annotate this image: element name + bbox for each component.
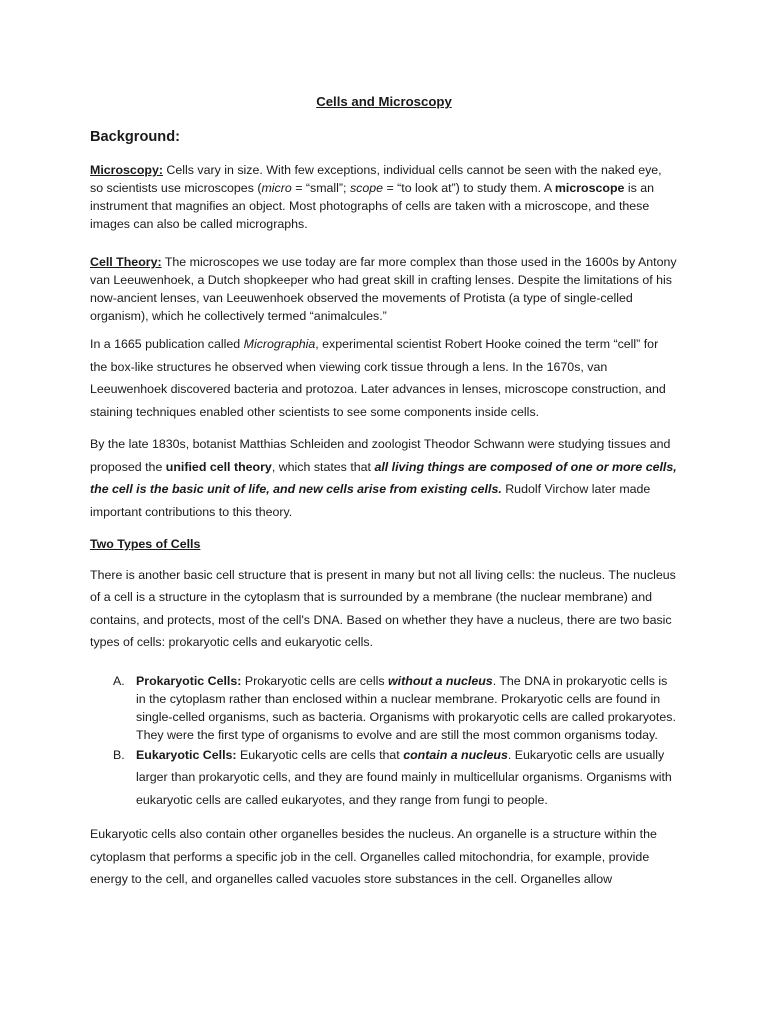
cell-theory-label: Cell Theory: — [90, 255, 162, 269]
eukaryotic-label: Eukaryotic Cells: — [136, 747, 237, 762]
microscope-term: microscope — [554, 181, 625, 195]
organelles-paragraph: Eukaryotic cells also contain other organelles besides the nucleus. An organelle is a structure within the cytoplasm that performs a specific job in the cell. Organelles called mitochondria, for example, provide energy to the cell, and organelles called vacuoles store substances in the cell. Organelles allow — [90, 827, 657, 886]
list-item-prokaryotic — [90, 672, 678, 744]
background-heading: Background: — [90, 129, 180, 145]
micro-term: micro — [261, 181, 292, 195]
microscopy-text-4: is an instrument that magnifies an object. Most photographs of cells are taken with a microscope, and these images can also be called micrographs. — [90, 181, 655, 231]
prokaryotic-emphasis: without a nucleus — [388, 673, 493, 688]
hooke-paragraph — [90, 333, 678, 423]
cell-theory-statement: all living things are composed of one or more cells, the cell is the basic unit of life, and new cells arise from existing cells. — [90, 459, 677, 496]
prokaryotic-label: Prokaryotic Cells: — [136, 673, 242, 688]
prokaryotic-text-1: Prokaryotic cells are cells — [241, 673, 389, 688]
eukaryotic-emphasis: contain a nucleus — [403, 747, 508, 762]
cell-types-list — [90, 672, 678, 812]
page-title: Cells and Microscopy — [316, 94, 452, 109]
schleiden-text-1: By the late 1830s, botanist Matthias Schleiden and zoologist Theodor Schwann were studying tissues and proposed the — [90, 437, 671, 474]
eukaryotic-text-1: Eukaryotic cells are cells that — [236, 747, 404, 762]
microscopy-text-1: Cells vary in size. With few exceptions, individual cells cannot be seen with the naked eye, so scientists use microscopes ( — [90, 163, 662, 195]
schleiden-text-3: Rudolf Virchow later made important contributions to this theory. — [90, 482, 651, 519]
unified-cell-theory-term: unified cell theory — [165, 459, 272, 474]
schleiden-text-2: , which states that — [271, 459, 375, 474]
hooke-text-1: In a 1665 publication called — [90, 337, 244, 351]
two-types-heading: Two Types of Cells — [90, 537, 201, 551]
microscopy-text-3: = “to look at”) to study them. A — [383, 181, 555, 195]
microscopy-paragraph — [90, 161, 678, 233]
microscopy-text-2: = “small”; — [291, 181, 350, 195]
micrographia-title: Micrographia — [243, 337, 316, 351]
list-marker-b: B. — [113, 747, 125, 762]
microscopy-label: Microscopy: — [90, 163, 163, 177]
eukaryotic-text-2: . Eukaryotic cells are usually larger than prokaryotic cells, and they are found mainly in multicellular organisms. Organisms with eukaryotic cells are called eukaryotes, and they range from fungi to people. — [136, 747, 672, 807]
list-item-eukaryotic — [90, 744, 678, 812]
schleiden-paragraph — [90, 433, 678, 523]
list-marker-a: A. — [113, 673, 125, 688]
scope-term: scope — [349, 181, 384, 195]
hooke-text-2: , experimental scientist Robert Hooke coined the term “cell” for the box-like structures he observed when viewing cork tissue through a lens. In the 1670s, van Leeuwenhoek discovered bacteria and protozoa. Later advances in lenses, microscope construction, and staining techniques enabled other scientists to see some components inside cells. — [90, 337, 666, 419]
prokaryotic-text-2: . The DNA in prokaryotic cells is in the cytoplasm rather than enclosed within a nuclear membrane. Prokaryotic cells are found in single-celled organisms, such as bacteria. Organisms with prokaryotic cells are called prokaryotes. They were the first type of organisms to evolve and are still the most common organisms today. — [136, 673, 676, 742]
nucleus-paragraph: There is another basic cell structure that is present in many but not all living cells: the nucleus. The nucleus of a cell is a structure in the cytoplasm that is surrounded by a membrane (the nuclear membrane) and contains, and protects, most of the cell's DNA. Based on whether they have a nucleus, there are two basic types of cells: prokaryotic cells and eukaryotic cells. — [90, 567, 676, 649]
cell-theory-text: The microscopes we use today are far more complex than those used in the 1600s by Antony van Leeuwenhoek, a Dutch shopkeeper who had great skill in crafting lenses. Despite the limitations of his now-ancient lenses, van Leeuwenhoek observed the movements of Protista (a type of single-celled organism), which he collectively termed “animalcules.” — [90, 255, 677, 323]
document-content — [90, 94, 678, 891]
cell-theory-paragraph — [90, 253, 678, 325]
